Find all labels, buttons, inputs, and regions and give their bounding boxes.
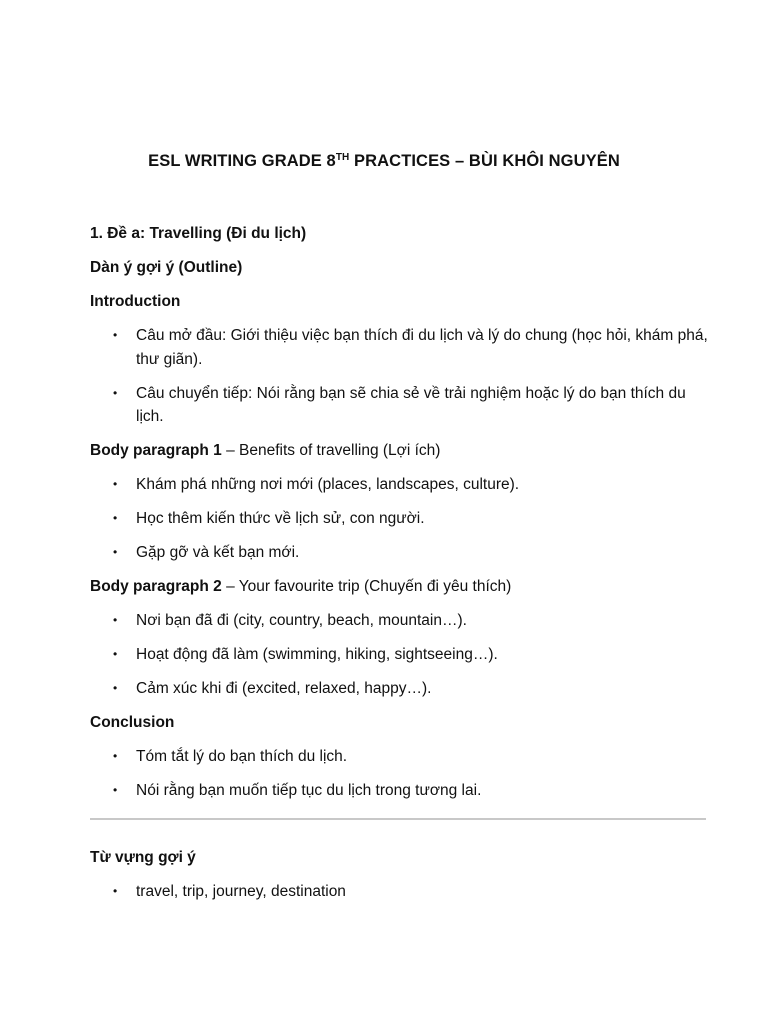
bullet-icon: •	[113, 613, 118, 627]
body2-list	[90, 609, 710, 701]
title-text-part1: ESL WRITING GRADE 8	[148, 152, 336, 170]
outline-heading: Dàn ý gợi ý (Outline)	[90, 259, 243, 276]
bullet-icon: •	[113, 511, 118, 525]
list-item-text: Khám phá những nơi mới (places, landscapes, culture).	[136, 476, 520, 493]
bullet-icon: •	[113, 783, 118, 797]
list-item-text: travel, trip, journey, destination	[136, 883, 346, 900]
document-title	[0, 152, 768, 171]
list-item-text: Gặp gỡ và kết bạn mới.	[136, 544, 300, 561]
body1-heading-line	[90, 439, 710, 463]
list-item-text: Học thêm kiến thức về lịch sử, con người.	[136, 510, 425, 527]
list-item-text: Nói rằng bạn muốn tiếp tục du lịch trong tương lai.	[136, 782, 482, 799]
body2-heading: Body paragraph 2	[90, 578, 222, 595]
bullet-icon: •	[113, 647, 118, 661]
body2-subtitle: – Your favourite trip (Chuyến đi yêu thích)	[221, 578, 512, 595]
bullet-icon: •	[113, 681, 118, 695]
list-item	[90, 382, 710, 429]
body1-list	[90, 473, 710, 565]
bullet-icon: •	[113, 749, 118, 763]
conclusion-heading: Conclusion	[90, 714, 175, 731]
list-item-text: Tóm tắt lý do bạn thích du lịch.	[136, 748, 348, 765]
list-item-text: Nơi bạn đã đi (city, country, beach, mountain…).	[136, 612, 467, 629]
title-superscript: TH	[335, 152, 350, 163]
bullet-icon: •	[113, 328, 118, 342]
body1-subtitle: – Benefits of travelling (Lợi ích)	[221, 442, 441, 459]
outline-content	[90, 222, 710, 813]
list-item	[90, 880, 710, 904]
list-item	[90, 507, 710, 531]
list-item	[90, 779, 710, 803]
introduction-list	[90, 324, 710, 429]
bullet-icon: •	[113, 385, 118, 400]
conclusion-list	[90, 745, 710, 803]
list-item-text: Hoạt động đã làm (swimming, hiking, sightseeing…).	[136, 646, 498, 663]
list-item	[90, 473, 710, 497]
list-item-text: Câu chuyển tiếp: Nói rằng bạn sẽ chia sẻ về trải nghiệm hoặc lý do bạn thích du lịch.	[136, 384, 686, 425]
list-item-text: Câu mở đầu: Giới thiệu việc bạn thích đi du lịch và lý do chung (học hỏi, khám phá, thư giãn).	[136, 327, 708, 368]
body1-heading: Body paragraph 1	[90, 442, 222, 459]
vocabulary-section	[90, 846, 710, 914]
list-item	[90, 324, 710, 371]
bullet-icon: •	[113, 884, 118, 898]
list-item	[90, 643, 710, 667]
list-item	[90, 677, 710, 701]
list-item-text: Cảm xúc khi đi (excited, relaxed, happy…).	[136, 680, 432, 697]
bullet-icon: •	[113, 545, 118, 559]
list-item	[90, 541, 710, 565]
body2-heading-line	[90, 575, 710, 599]
introduction-heading: Introduction	[90, 293, 181, 310]
vocabulary-heading: Từ vựng gợi ý	[90, 849, 196, 866]
list-item	[90, 609, 710, 633]
title-text-part2: PRACTICES – BÙI KHÔI NGUYÊN	[349, 152, 620, 170]
topic-heading: 1. Đề a: Travelling (Đi du lịch)	[90, 225, 307, 242]
vocabulary-list	[90, 880, 710, 904]
list-item	[90, 745, 710, 769]
bullet-icon: •	[113, 477, 118, 491]
horizontal-divider	[90, 818, 706, 820]
